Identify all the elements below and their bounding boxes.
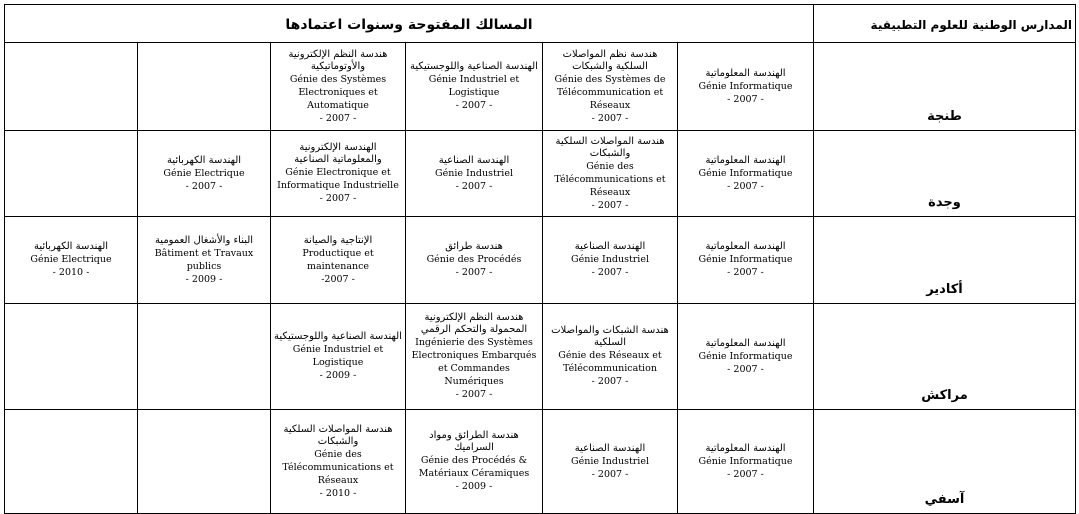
accreditation-year: - 2007 - (591, 112, 629, 124)
program-name-fr: Génie des Télécommunications et Réseaux (554, 160, 666, 198)
accreditation-year: - 2007 - (727, 180, 764, 192)
program-name-ar: الهندسة الصناعية واللوجستيكية (274, 331, 402, 342)
accreditation-year: - 2007 - (727, 363, 764, 375)
program-cell (543, 304, 678, 410)
program-name-ar: الهندسة الصناعية (574, 241, 646, 252)
program-cell (406, 217, 543, 304)
program-cell (138, 131, 271, 217)
program-cell (406, 43, 543, 131)
table-row (5, 304, 1076, 410)
program-name-fr: Génie Informatique (698, 80, 793, 92)
school-city: وجدة (928, 195, 961, 210)
program-name-fr: Bâtiment et Travaux publics (154, 247, 254, 272)
program-name-ar: الهندسة الصناعية (574, 442, 646, 454)
accreditation-year: - 2007 - (455, 267, 493, 278)
program-name-ar: هندسة النظم الإلكترونية والأوتوماتيكية (288, 48, 388, 72)
program-cell (678, 43, 814, 131)
program-cell (271, 131, 406, 217)
table-row (5, 131, 1076, 217)
accreditation-year: - 2007 - (319, 112, 357, 124)
program-name-fr: Génie Industriel (570, 455, 649, 467)
school-city-cell (814, 131, 1076, 217)
program-cell (678, 410, 814, 514)
table-title: المسالك المفتوحة وسنوات اعتمادها (285, 17, 533, 33)
program-cell (5, 131, 138, 217)
program-cell (543, 410, 678, 514)
program-name-ar: الهندسة الصناعية (438, 154, 510, 166)
schools-header: المدارس الوطنية للعلوم التطبيقية (870, 18, 1072, 32)
program-name-fr: Génie des Télécommunications et Réseaux (282, 448, 394, 486)
school-city: مراكش (921, 388, 968, 403)
program-cell (543, 131, 678, 217)
accreditation-year: - 2007 - (185, 180, 223, 192)
school-city-cell (814, 217, 1076, 304)
program-name-ar: الهندسة المعلوماتية (705, 67, 786, 79)
accreditation-year: -2007 - (321, 273, 355, 285)
program-name-ar: الهندسة الإلكترونية والمعلوماتية الصناعية (294, 142, 382, 165)
accreditation-year: - 2007 - (591, 267, 629, 278)
schools-header-cell (814, 5, 1076, 43)
accreditation-year: - 2007 - (591, 376, 629, 387)
accreditation-year: - 2009 - (319, 370, 357, 381)
program-cell (678, 131, 814, 217)
accreditation-year: - 2009 - (185, 273, 223, 285)
accreditation-year: - 2007 - (319, 193, 357, 204)
program-cell (271, 217, 406, 304)
school-city: آسفي (924, 492, 965, 507)
accreditation-year: - 2007 - (455, 180, 493, 192)
program-cell (543, 43, 678, 131)
school-city: طنجة (927, 109, 962, 124)
tracks-table (4, 4, 1076, 514)
program-cell (271, 43, 406, 131)
program-name-ar: الهندسة الصناعية واللوجستيكية (410, 61, 538, 72)
program-name-fr: Génie des Procédés & Matériaux Céramiques (418, 455, 530, 479)
program-name-ar: هندسة طرائق (445, 241, 503, 252)
program-cell (5, 410, 138, 514)
program-name-fr: Ingénierie des Systèmes Electroniques Embarqués et Commandes Numériques (411, 337, 537, 387)
header-row (5, 5, 1076, 43)
accreditation-year: - 2007 - (591, 468, 629, 480)
program-name-ar: هندسة نظم المواصلات السلكية والشبكات (562, 48, 658, 72)
accreditation-year: - 2007 - (455, 389, 493, 400)
program-name-fr: Génie Electrique (163, 167, 245, 179)
program-name-fr: Génie Informatique (698, 350, 793, 362)
program-name-fr: Génie Informatique (698, 455, 793, 467)
program-name-fr: Génie Industriel et Logistique (428, 74, 520, 98)
program-cell (138, 304, 271, 410)
accreditation-year: - 2007 - (727, 267, 764, 278)
program-name-fr: Génie Industriel (570, 254, 649, 265)
program-cell (406, 304, 543, 410)
program-cell (406, 131, 543, 217)
school-city-cell (814, 43, 1076, 131)
school-city-cell (814, 304, 1076, 410)
program-name-fr: Génie Industriel et Logistique (292, 344, 384, 368)
program-name-ar: البناء والأشغال العمومية (154, 234, 254, 246)
table-row (5, 410, 1076, 514)
school-city-cell (814, 410, 1076, 514)
program-name-ar: هندسة الطرائق ومواد السراميك (429, 430, 519, 453)
table-title-cell (5, 5, 814, 43)
program-name-ar: الهندسة المعلوماتية (705, 442, 786, 454)
program-name-ar: الهندسة المعلوماتية (705, 337, 786, 349)
program-cell (678, 304, 814, 410)
accreditation-year: - 2010 - (319, 487, 357, 499)
program-name-fr: Génie Electrique (30, 254, 112, 265)
program-cell (138, 410, 271, 514)
table-row (5, 43, 1076, 131)
program-name-ar: هندسة المواصلات السلكية والشبكات (283, 423, 393, 447)
program-cell (406, 410, 543, 514)
program-cell (5, 304, 138, 410)
program-name-fr: Productique et maintenance (302, 247, 374, 272)
accreditation-year: - 2010 - (52, 267, 90, 278)
accreditation-year: - 2007 - (727, 93, 764, 105)
program-name-fr: Génie des Réseaux et Télécommunication (558, 350, 662, 374)
program-cell (5, 43, 138, 131)
program-cell (543, 217, 678, 304)
program-name-ar: هندسة الشبكات والمواصلات السلكية (551, 325, 669, 348)
program-cell (271, 410, 406, 514)
accreditation-year: - 2007 - (727, 468, 764, 480)
program-name-fr: Génie Electronique et Informatique Industrielle (277, 167, 399, 191)
program-name-ar: الهندسة المعلوماتية (705, 154, 786, 166)
table-body (5, 5, 1076, 514)
program-cell (678, 217, 814, 304)
accreditation-year: - 2007 - (591, 199, 629, 211)
program-name-ar: هندسة المواصلات السلكية والشبكات (555, 135, 665, 159)
program-name-fr: Génie Industriel (434, 167, 513, 179)
program-name-fr: Génie des Systèmes de Télécommunication et Réseaux (554, 73, 666, 111)
program-name-fr: Génie des Procédés (426, 254, 522, 265)
program-cell (271, 304, 406, 410)
program-name-fr: Génie des Systèmes Electroniques et Automatique (289, 73, 387, 111)
program-name-ar: الهندسة المعلوماتية (705, 241, 786, 252)
program-name-ar: هندسة النظم الإلكترونية المحمولة والتحكم الرقمي (420, 312, 528, 335)
table-row (5, 217, 1076, 304)
program-name-fr: Génie Informatique (698, 254, 793, 265)
program-cell (138, 43, 271, 131)
accreditation-year: - 2009 - (455, 481, 493, 492)
program-name-ar: الهندسة الكهربائية (166, 154, 242, 166)
school-city: أكادير (926, 282, 963, 297)
program-name-ar: الإنتاجية والصيانة (303, 234, 373, 246)
program-name-ar: الهندسة الكهربائية (33, 241, 109, 252)
program-name-fr: Génie Informatique (698, 167, 793, 179)
program-cell (138, 217, 271, 304)
program-cell (5, 217, 138, 304)
accreditation-year: - 2007 - (455, 100, 493, 111)
